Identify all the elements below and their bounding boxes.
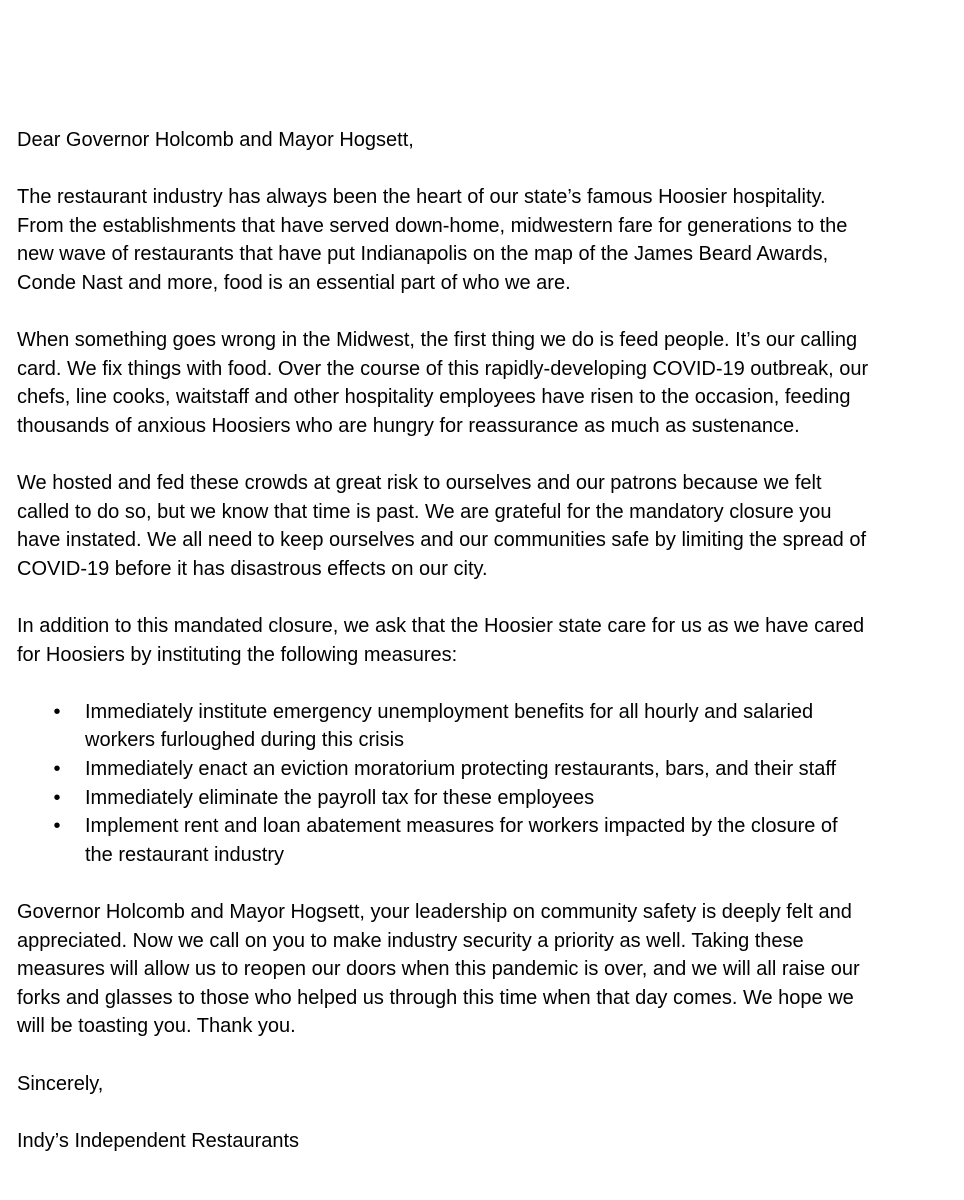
paragraph-line: thousands of anxious Hoosiers who are hungry for reassurance as much as sustenance.: [17, 414, 800, 437]
list-item-line: workers furloughed during this crisis: [85, 729, 405, 752]
paragraph-midwest: [17, 326, 947, 440]
letter-body: [17, 126, 947, 1155]
paragraph-spacer: [17, 1041, 947, 1070]
paragraph-line: Governor Holcomb and Mayor Hogsett, your leadership on community safety is deeply felt and: [17, 901, 852, 924]
paragraph-line: We hosted and fed these crowds at great risk to ourselves and our patrons because we felt: [17, 472, 822, 495]
paragraph-spacer: [17, 441, 947, 470]
paragraph-spacer: [17, 155, 947, 184]
salutation: Dear Governor Holcomb and Mayor Hogsett,: [17, 129, 414, 151]
list-item-line: the restaurant industry: [85, 843, 284, 866]
paragraph-line: forks and glasses to those who helped us through this time when that day comes. We hope we: [17, 986, 854, 1009]
list-item: [17, 784, 947, 813]
list-item: [17, 812, 947, 869]
bullet-icon: •: [53, 786, 61, 809]
paragraph-line: measures will allow us to reopen our doors when this pandemic is over, and we will all raise our: [17, 958, 860, 981]
paragraph-spacer: [17, 584, 947, 613]
paragraph-line: The restaurant industry has always been the heart of our state’s famous Hoosier hospitality.: [17, 186, 826, 209]
paragraph-line: have instated. We all need to keep ourselves and our communities safe by limiting the spread of: [17, 529, 866, 552]
paragraph-intro: [17, 183, 947, 297]
paragraph-closure: [17, 469, 947, 583]
list-item-line: Implement rent and loan abatement measures for workers impacted by the closure of: [85, 815, 838, 838]
bullet-icon: •: [53, 815, 61, 838]
bullet-icon: •: [53, 758, 61, 781]
measures-list: [17, 698, 947, 870]
list-item: [17, 698, 947, 755]
paragraph-line: for Hoosiers by instituting the following measures:: [17, 643, 458, 666]
paragraph-line: In addition to this mandated closure, we ask that the Hoosier state care for us as we have cared: [17, 615, 865, 638]
paragraph-line: will be toasting you. Thank you.: [17, 1015, 296, 1038]
paragraph-line: From the establishments that have served down-home, midwestern fare for generations to the: [17, 214, 848, 237]
paragraph-spacer: [17, 669, 947, 698]
list-item-line: Immediately eliminate the payroll tax for these employees: [85, 786, 595, 809]
paragraph-line: When something goes wrong in the Midwest, the first thing we do is feed people. It’s our calling: [17, 329, 858, 352]
paragraph-appeal: [17, 898, 947, 1041]
paragraph-line: new wave of restaurants that have put Indianapolis on the map of the James Beard Awards,: [17, 243, 829, 266]
paragraph-line: appreciated. Now we call on you to make industry security a priority as well. Taking these: [17, 929, 804, 952]
paragraph-spacer: [17, 1098, 947, 1127]
list-item-line: Immediately institute emergency unemployment benefits for all hourly and salaried: [85, 700, 814, 723]
list-item: [17, 755, 947, 784]
bullet-icon: •: [53, 700, 61, 723]
list-item-line: Immediately enact an eviction moratorium protecting restaurants, bars, and their staff: [85, 758, 837, 781]
paragraph-request: [17, 612, 947, 669]
paragraph-spacer: [17, 869, 947, 898]
paragraph-line: called to do so, but we know that time is past. We are grateful for the mandatory closure you: [17, 500, 832, 523]
paragraph-line: Conde Nast and more, food is an essential part of who we are.: [17, 271, 571, 294]
paragraph-line: card. We fix things with food. Over the course of this rapidly-developing COVID-19 outbreak, our: [17, 357, 869, 380]
paragraph-spacer: [17, 298, 947, 327]
closing: Sincerely,: [17, 1072, 104, 1095]
signature: Indy’s Independent Restaurants: [17, 1129, 300, 1152]
paragraph-line: COVID-19 before it has disastrous effects on our city.: [17, 557, 488, 580]
paragraph-line: chefs, line cooks, waitstaff and other hospitality employees have risen to the occasion, feeding: [17, 386, 851, 409]
